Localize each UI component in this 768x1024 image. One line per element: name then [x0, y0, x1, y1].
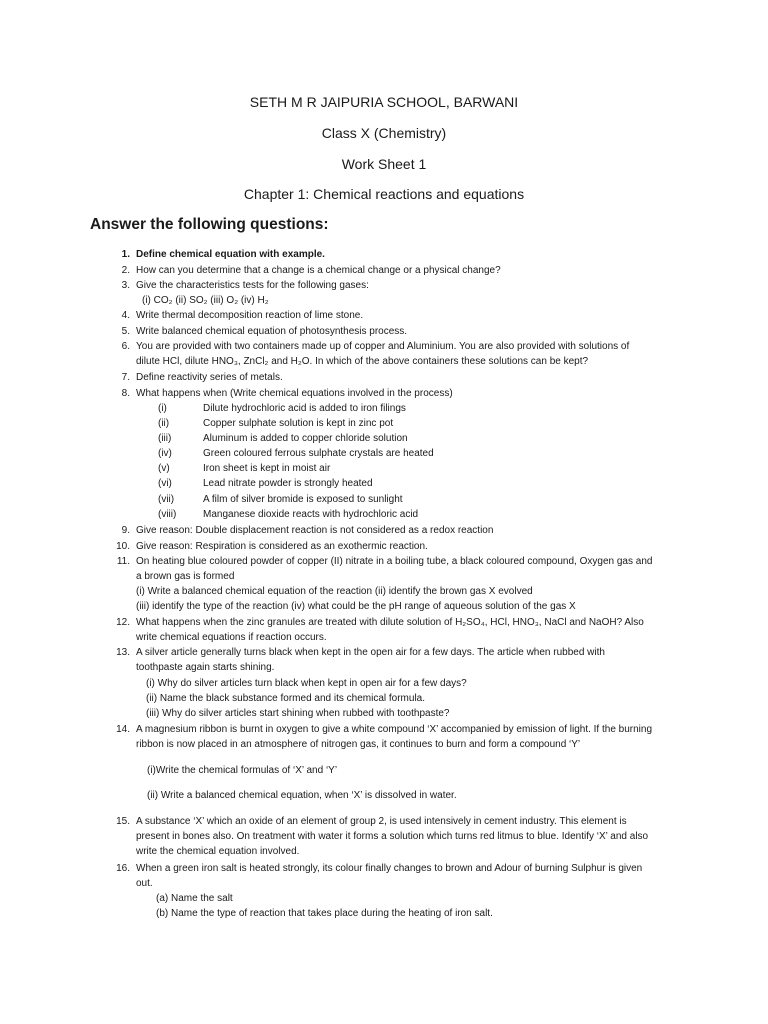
- sub-item-number: (iv): [158, 448, 172, 459]
- question-number: 14.: [116, 724, 130, 735]
- question-text: When a green iron salt is heated strongly, its colour finally changes to brown and Adour of burning Sulphur is given: [136, 863, 643, 874]
- question-number: 2.: [121, 265, 130, 276]
- question-text: A substance ‘X’ which an oxide of an element of group 2, is used intensively in cement industry. This element is: [136, 816, 627, 827]
- question-text: A magnesium ribbon is burnt in oxygen to give a white compound ‘X’ accompanied by emission of light. If the burning: [136, 724, 653, 735]
- question-number: 3.: [121, 280, 130, 291]
- sub-item-text: Lead nitrate powder is strongly heated: [203, 478, 373, 489]
- sub-item-number: (vi): [158, 478, 172, 489]
- question-subline: (ii) Write a balanced chemical equation, when ‘X’ is dissolved in water.: [147, 790, 457, 801]
- sub-item-text: Green coloured ferrous sulphate crystals are heated: [203, 448, 434, 459]
- question-text: Give reason: Respiration is considered as an exothermic reaction.: [136, 541, 428, 552]
- sub-item-text: A film of silver bromide is exposed to sunlight: [203, 494, 403, 505]
- question-text: On heating blue coloured powder of copper (II) nitrate in a boiling tube, a black coloured compound, Oxygen gas and: [136, 556, 653, 567]
- question-subline: dilute HCl, dilute HNO₃, ZnCl₂ and H₂O. In which of the above containers these solutions can be kept?: [136, 356, 589, 367]
- question-subline: a brown gas is formed: [136, 571, 235, 582]
- worksheet-title: Work Sheet 1: [341, 156, 427, 172]
- question-text: You are provided with two containers made up of copper and Aluminium. You are also provided with solutions of: [136, 341, 630, 352]
- question-subline: present in bones also. On treatment with water it forms a solution which turns red litmus to blue. Identify ‘X’ and also: [136, 831, 649, 842]
- question-number: 6.: [121, 341, 130, 352]
- sub-item-number: (vii): [158, 494, 175, 505]
- question-subline: toothpaste again starts shining.: [136, 662, 275, 673]
- question-number: 1.: [121, 249, 130, 260]
- question-subline: write chemical equations if reaction occurs.: [136, 632, 327, 643]
- question-text: A silver article generally turns black when kept in the open air for a few days. The article when rubbed with: [136, 647, 605, 658]
- question-subline: (iii) Why do silver articles start shining when rubbed with toothpaste?: [146, 708, 450, 719]
- sub-item-number: (viii): [158, 509, 177, 520]
- sub-item-text: Manganese dioxide reacts with hydrochloric acid: [203, 509, 419, 520]
- sub-item-text: Iron sheet is kept in moist air: [203, 463, 331, 474]
- question-text: Write thermal decomposition reaction of lime stone.: [136, 310, 364, 321]
- question-subline: (iii) identify the type of the reaction (iv) what could be the pH range of aqueous solution of the gas X: [136, 601, 576, 612]
- sub-item-number: (i): [158, 403, 167, 414]
- sub-item-number: (v): [158, 463, 170, 474]
- question-subline: (b) Name the type of reaction that takes place during the heating of iron salt.: [156, 908, 493, 919]
- chapter-title: Chapter 1: Chemical reactions and equations: [243, 186, 525, 202]
- question-subline: (i) Why do silver articles turn black when kept in open air for a few days?: [146, 678, 467, 689]
- question-subline: ribbon is now placed in an atmosphere of nitrogen gas, it continues to burn and form a compound ‘Y’: [136, 739, 581, 750]
- sub-item-number: (iii): [158, 433, 172, 444]
- question-number: 11.: [116, 556, 130, 567]
- question-number: 8.: [121, 388, 130, 399]
- sub-item-text: Aluminum is added to copper chloride solution: [203, 433, 408, 444]
- question-number: 5.: [121, 326, 130, 337]
- question-text: Give the characteristics tests for the following gases:: [136, 280, 369, 291]
- question-number: 4.: [121, 310, 130, 321]
- question-text: What happens when the zinc granules are treated with dilute solution of H₂SO₄, HCl, HNO₃, NaCl and NaOH? Also: [136, 617, 644, 628]
- question-subline: (a) Name the salt: [156, 893, 233, 904]
- class-title: Class X (Chemistry): [321, 125, 447, 141]
- school-name: SETH M R JAIPURIA SCHOOL, BARWANI: [249, 94, 519, 110]
- question-number: 9.: [121, 525, 130, 536]
- question-subline: out.: [136, 878, 153, 889]
- question-text: How can you determine that a change is a chemical change or a physical change?: [136, 265, 501, 276]
- question-text: Define reactivity series of metals.: [136, 372, 283, 383]
- question-number: 16.: [116, 863, 130, 874]
- question-number: 7.: [121, 372, 130, 383]
- question-subline: (i) Write a balanced chemical equation of the reaction (ii) identify the brown gas X evolved: [136, 586, 533, 597]
- question-subline: (i) CO₂ (ii) SO₂ (iii) O₂ (iv) H₂: [142, 295, 269, 306]
- question-number: 13.: [116, 647, 130, 658]
- question-subline: (ii) Name the black substance formed and its chemical formula.: [146, 693, 426, 704]
- question-text: Give reason: Double displacement reaction is not considered as a redox reaction: [136, 525, 494, 536]
- question-number: 15.: [116, 816, 130, 827]
- question-text: What happens when (Write chemical equations involved in the process): [136, 388, 453, 399]
- question-text: Define chemical equation with example.: [136, 249, 325, 260]
- question-text: Write balanced chemical equation of photosynthesis process.: [136, 326, 408, 337]
- sub-item-text: Copper sulphate solution is kept in zinc pot: [203, 418, 394, 429]
- question-subline: (i)Write the chemical formulas of ‘X’ and ‘Y’: [147, 765, 338, 776]
- question-number: 12.: [116, 617, 130, 628]
- question-number: 10.: [116, 541, 130, 552]
- sub-item-text: Dilute hydrochloric acid is added to iron filings: [203, 403, 406, 414]
- question-subline: write the chemical equation involved.: [136, 846, 300, 857]
- instruction-heading: Answer the following questions:: [90, 216, 329, 233]
- sub-item-number: (ii): [158, 418, 170, 429]
